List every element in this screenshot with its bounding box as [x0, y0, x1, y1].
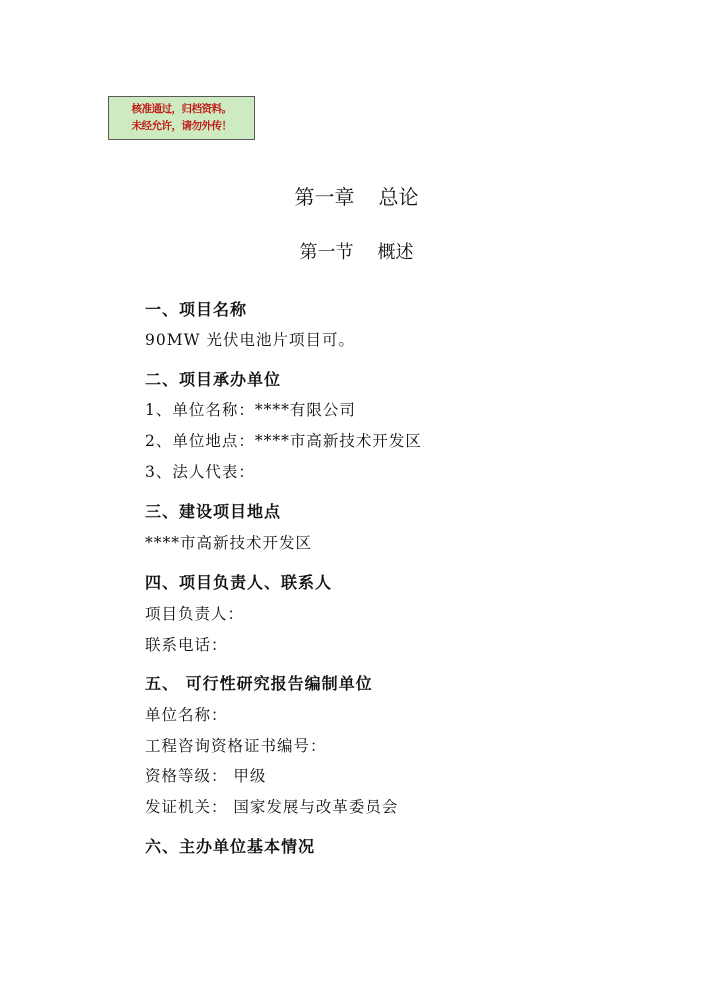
heading-project-contacts: 四、项目负责人、联系人 [145, 573, 333, 592]
approval-notice-stamp [108, 96, 255, 140]
project-leader-line: 项目负责人： [145, 605, 245, 623]
contact-phone-line: 联系电话： [145, 636, 228, 654]
qualification-grade-line: 资格等级： 甲级 [145, 767, 267, 785]
construction-site-text: ****市高新技术开发区 [145, 534, 313, 552]
heading-report-compiler: 五、 可行性研究报告编制单位 [145, 674, 373, 693]
notice-line-1: 核准通过，归档资料。 [131, 103, 232, 115]
heading-construction-site: 三、建设项目地点 [145, 502, 282, 521]
unit-location-line: 2、单位地点：****市高新技术开发区 [145, 432, 422, 450]
chapter-title: 总论 [378, 185, 419, 209]
section-heading [0, 240, 703, 266]
issuing-authority-line: 发证机关： 国家发展与改革委员会 [145, 798, 399, 816]
chapter-number: 第一章 [294, 185, 355, 209]
heading-undertaking-unit: 二、项目承办单位 [145, 370, 282, 389]
project-name-text: 90MW 光伏电池片项目可。 [145, 331, 355, 349]
certificate-number-line: 工程咨询资格证书编号： [145, 737, 327, 755]
section-number: 第一节 [299, 242, 354, 263]
chapter-heading [0, 183, 703, 211]
notice-line-2: 未经允许，请勿外传！ [131, 120, 232, 132]
heading-project-name: 一、项目名称 [145, 300, 248, 319]
legal-representative-line: 3、法人代表： [145, 463, 255, 481]
heading-sponsor-overview: 六、主办单位基本情况 [145, 837, 316, 856]
compiler-name-line: 单位名称： [145, 706, 228, 724]
unit-name-line: 1、单位名称：****有限公司 [145, 401, 356, 419]
section-title: 概述 [377, 242, 414, 263]
